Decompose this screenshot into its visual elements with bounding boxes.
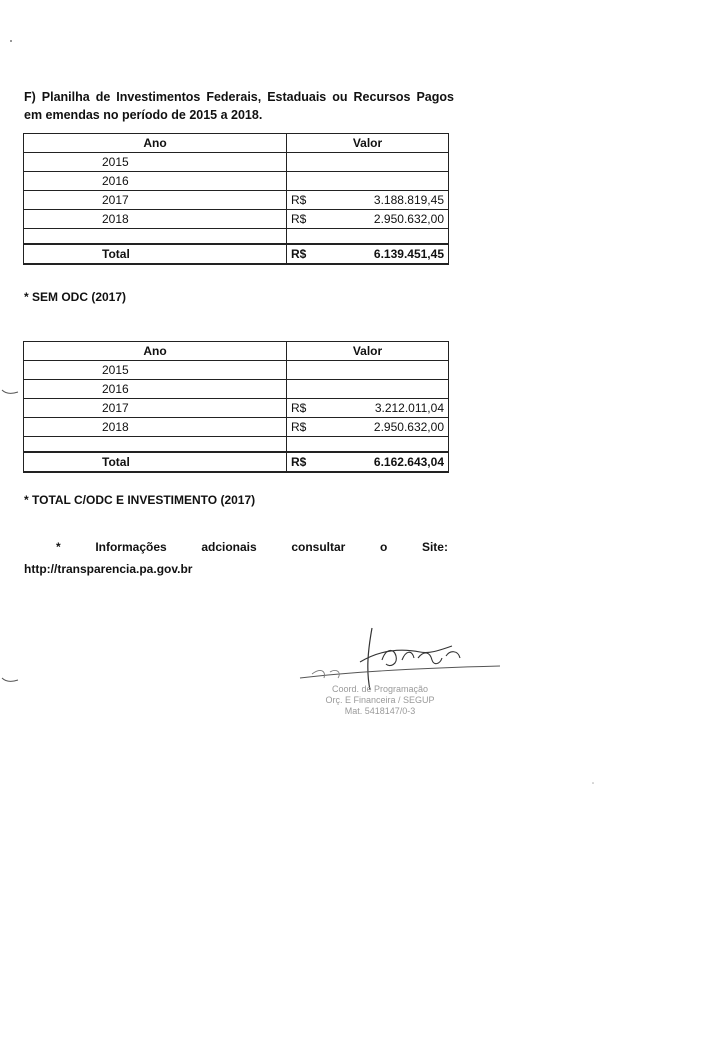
investment-table-2	[23, 341, 449, 473]
table-total-row	[24, 244, 449, 264]
empty-cell	[287, 437, 449, 453]
header-valor: Valor	[287, 342, 449, 361]
table-row	[24, 210, 449, 229]
cell-currency: R$	[291, 212, 307, 226]
cell-value	[287, 399, 449, 418]
table-2-note: * TOTAL C/ODC E INVESTIMENTO (2017)	[24, 493, 256, 507]
cell-value	[287, 210, 449, 229]
table-row	[24, 399, 449, 418]
stamp-line: Mat. 5418147/0-3	[344, 706, 416, 716]
table-row	[24, 191, 449, 210]
header-valor: Valor	[287, 134, 449, 153]
info-line	[24, 536, 448, 558]
cell-amount: 3.188.819,45	[373, 193, 444, 207]
cell-currency: R$	[291, 420, 307, 434]
cell-year: 2015	[24, 153, 287, 172]
cell-value	[287, 418, 449, 437]
table-row	[24, 361, 449, 380]
empty-cell	[287, 229, 449, 245]
cell-year: 2015	[24, 361, 287, 380]
total-label: Total	[24, 452, 287, 472]
table-total-row	[24, 452, 449, 472]
cell-amount: 3.212.011,04	[374, 401, 444, 415]
info-word: Site:	[421, 540, 448, 554]
cell-currency: R$	[291, 193, 307, 207]
info-word: Informações	[95, 540, 167, 554]
cell-year: 2018	[24, 418, 287, 437]
table-1-note: * SEM ODC (2017)	[24, 290, 127, 304]
scan-mark	[0, 380, 20, 400]
cell-year: 2016	[24, 172, 287, 191]
table-row	[24, 172, 449, 191]
cell-value	[287, 380, 449, 399]
scan-dot	[590, 780, 596, 786]
total-currency: R$	[291, 247, 307, 261]
additional-info	[24, 536, 448, 580]
cell-value	[287, 153, 449, 172]
info-word: o	[379, 540, 388, 554]
table-row	[24, 153, 449, 172]
table-header-row	[24, 134, 449, 153]
cell-year: 2016	[24, 380, 287, 399]
investment-table-1	[23, 133, 449, 265]
table-spacer-row	[24, 229, 449, 245]
info-word: adcionais	[201, 540, 257, 554]
stamp-line: Orç. E Financeira / SEGUP	[325, 695, 435, 705]
cell-year: 2018	[24, 210, 287, 229]
cell-currency: R$	[291, 401, 307, 415]
empty-cell	[24, 437, 287, 453]
table-row	[24, 380, 449, 399]
cell-year: 2017	[24, 191, 287, 210]
table-header-row	[24, 342, 449, 361]
header-ano: Ano	[24, 342, 287, 361]
total-value	[287, 452, 449, 472]
info-url: http://transparencia.pa.gov.br	[24, 562, 193, 576]
cell-value	[287, 361, 449, 380]
total-amount: 6.139.451,45	[373, 247, 444, 261]
total-currency: R$	[291, 455, 307, 469]
scan-mark	[0, 670, 20, 690]
cell-year: 2017	[24, 399, 287, 418]
cell-value	[287, 172, 449, 191]
total-value	[287, 244, 449, 264]
info-bullet: *	[56, 540, 61, 554]
section-heading: F) Planilha de Investimentos Federais, Estaduais ou Recursos Pagos em emendas no período de 2015 a 2018.	[24, 90, 454, 122]
header-ano: Ano	[24, 134, 287, 153]
cell-amount: 2.950.632,00	[373, 420, 444, 434]
cell-amount: 2.950.632,00	[373, 212, 444, 226]
signature-stamp	[300, 684, 460, 717]
total-label: Total	[24, 244, 287, 264]
table-row	[24, 418, 449, 437]
cell-value	[287, 191, 449, 210]
total-amount: 6.162.643,04	[373, 455, 444, 469]
stamp-line: Coord. de Programação	[331, 684, 429, 694]
scan-dot	[8, 38, 14, 44]
empty-cell	[24, 229, 287, 245]
table-spacer-row	[24, 437, 449, 453]
info-word: consultar	[291, 540, 346, 554]
